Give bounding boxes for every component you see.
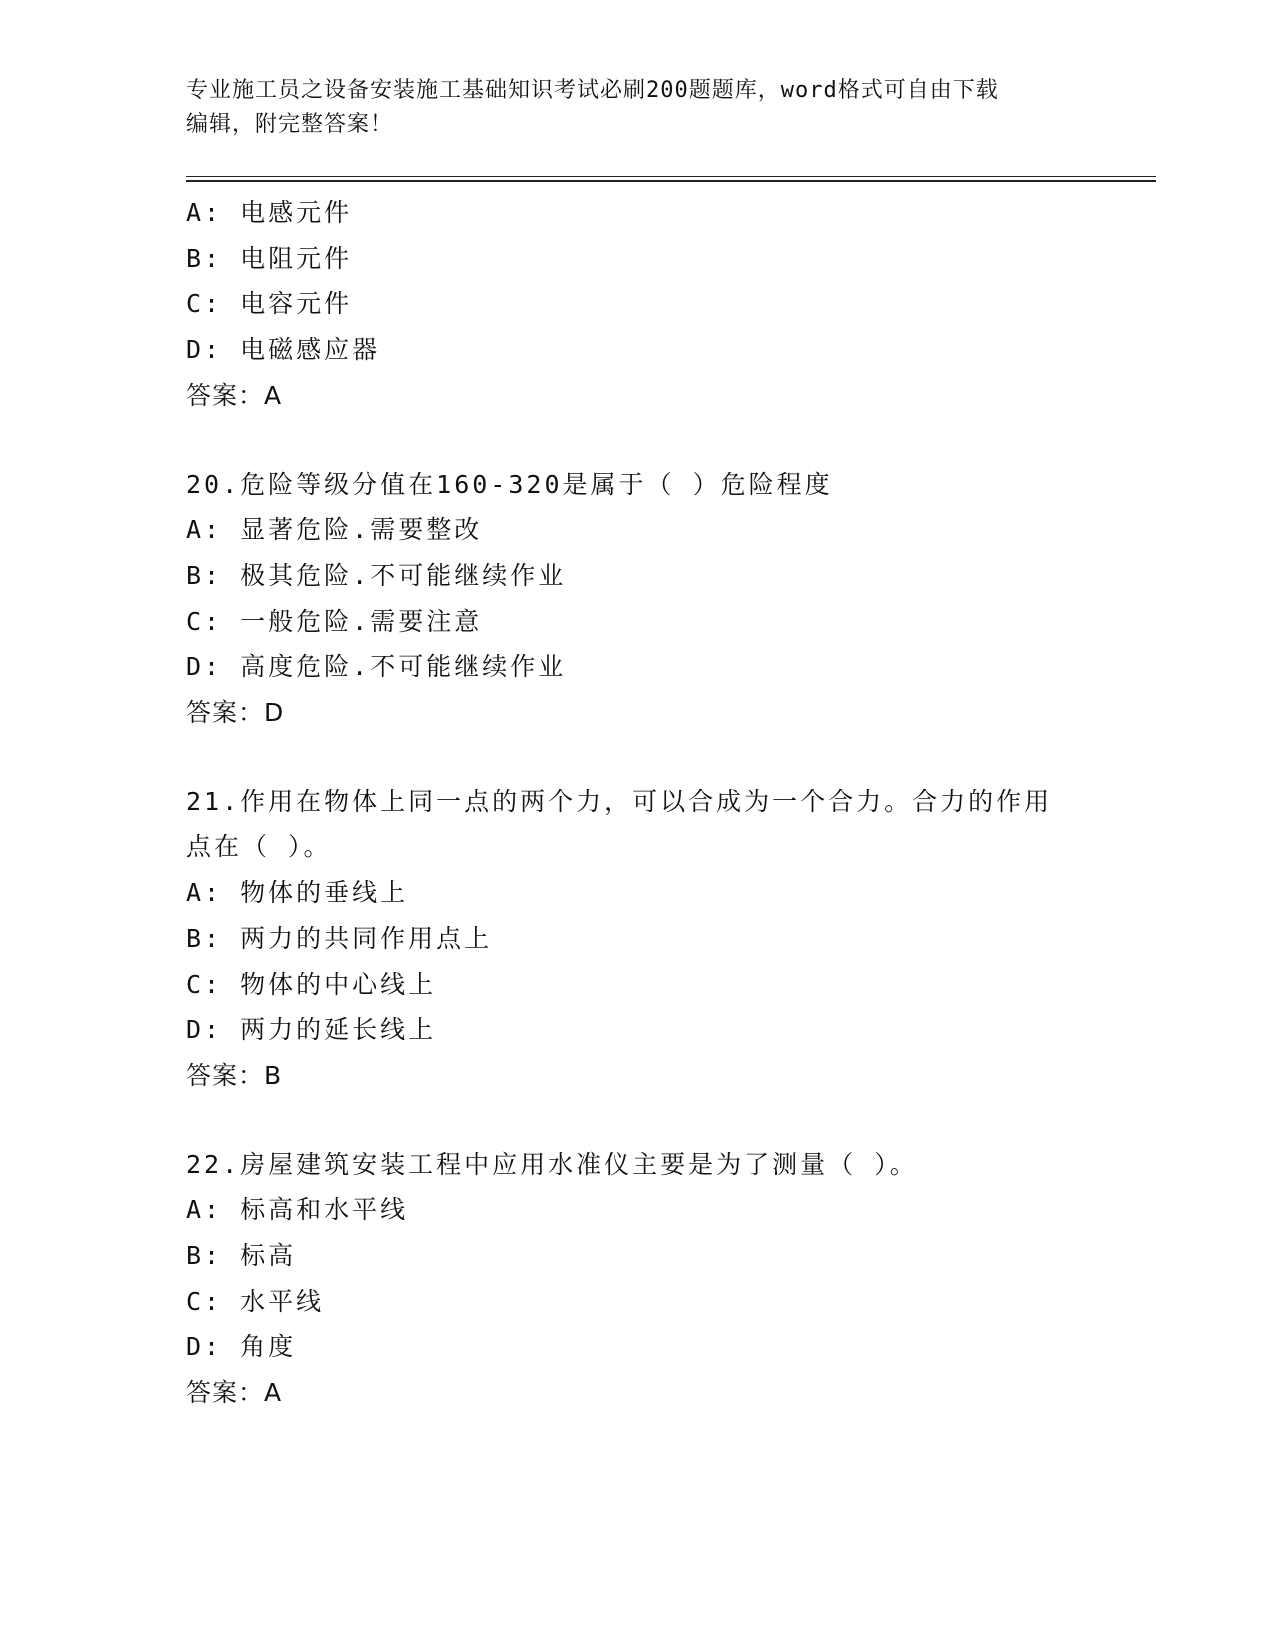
header-line-1: 专业施工员之设备安装施工基础知识考试必刷200题题库，word格式可自由下载 xyxy=(186,78,999,103)
question-stem-continued: 点在（ ）。 xyxy=(186,832,332,862)
option-d: D: 高度危险.不可能继续作业 xyxy=(186,652,567,682)
question-stem: 20.危险等级分值在160-320是属于（ ）危险程度 xyxy=(186,469,833,499)
answer-line: 答案：B xyxy=(186,1060,283,1090)
option-a: A: 电感元件 xyxy=(186,198,353,227)
option-c: C: 水平线 xyxy=(186,1286,325,1316)
option-a: A: 显著危险.需要整改 xyxy=(186,515,483,545)
option-b: B: 标高 xyxy=(186,1241,297,1271)
question-block-19 xyxy=(186,190,1086,419)
option-b: B: 两力的共同作用点上 xyxy=(186,923,493,953)
option-a: A: 物体的垂线上 xyxy=(186,878,409,908)
header-line-2: 编辑，附完整答案！ xyxy=(186,112,394,137)
option-a: A: 标高和水平线 xyxy=(186,1195,409,1225)
question-block-21 xyxy=(186,779,1086,1099)
question-stem: 21.作用在物体上同一点的两个力，可以合成为一个合力。合力的作用 xyxy=(186,786,1053,816)
option-d: D: 电磁感应器 xyxy=(186,335,381,365)
option-c: C: 一般危险.需要注意 xyxy=(186,606,483,636)
question-stem: 22.房屋建筑安装工程中应用水准仪主要是为了测量（ ）。 xyxy=(186,1149,918,1179)
option-c: C: 物体的中心线上 xyxy=(186,969,437,999)
answer-line: 答案：D xyxy=(186,698,285,728)
option-b: B: 电阻元件 xyxy=(186,243,353,273)
document-header xyxy=(186,74,1066,142)
option-c: C: 电容元件 xyxy=(186,289,353,319)
option-d: D: 两力的延长线上 xyxy=(186,1015,437,1045)
question-list xyxy=(186,190,1086,1416)
answer-line: 答案：A xyxy=(186,380,283,410)
header-divider xyxy=(186,176,1156,182)
option-d: D: 角度 xyxy=(186,1332,297,1362)
answer-line: 答案：A xyxy=(186,1378,283,1408)
question-block-20 xyxy=(186,462,1086,736)
question-block-22 xyxy=(186,1142,1086,1416)
option-b: B: 极其危险.不可能继续作业 xyxy=(186,560,567,590)
